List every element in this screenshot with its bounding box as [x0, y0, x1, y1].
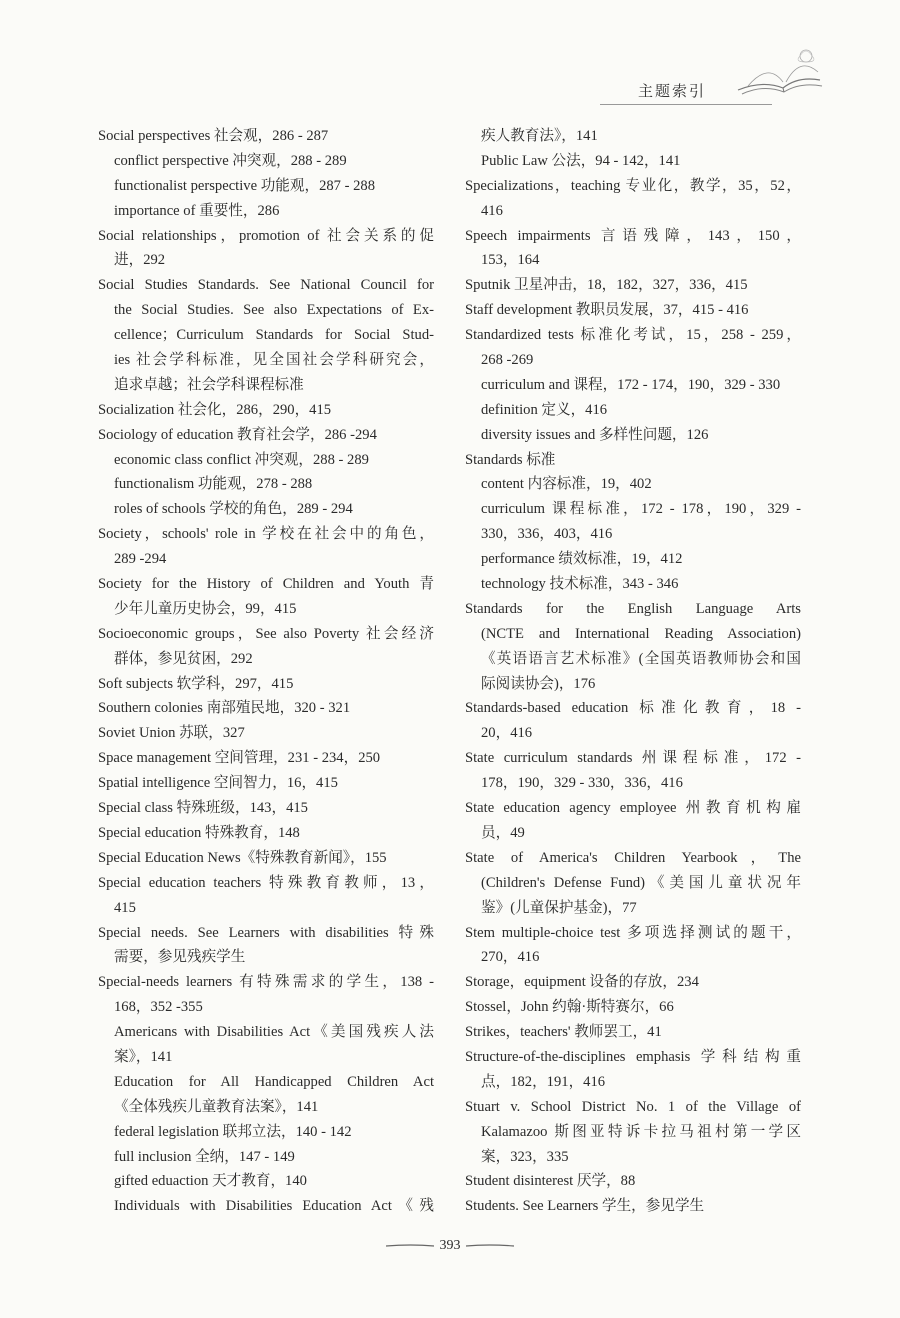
index-line: Individuals with Disabilities Education Act《残 [114, 1198, 434, 1215]
page-number: 393 [439, 1238, 461, 1253]
index-line: Social Studies Standards. See National Council for [98, 277, 434, 294]
index-line: (Children's Defense Fund)《美国儿童状况年 [481, 874, 801, 891]
index-line: functionalist perspective 功能观，287 - 288 [114, 177, 376, 194]
index-line: Structure-of-the-disciplines emphasis 学科结构重 [465, 1048, 801, 1065]
index-line: Strikes，teachers' 教师罢工，41 [465, 1024, 662, 1041]
index-line: 20，416 [481, 725, 533, 742]
index-line: cellence；Curriculum Standards for Social Stud- [114, 327, 434, 344]
book-flower-icon [728, 42, 828, 102]
index-line: Student disinterest 厌学，88 [465, 1173, 636, 1190]
index-line: Specializations，teaching 专业化，教学，35，52， [465, 177, 801, 194]
index-line: 点，182，191，416 [481, 1073, 606, 1090]
header-rule [600, 104, 772, 105]
index-line: 416 [481, 202, 503, 219]
index-line: 268 -269 [481, 352, 534, 369]
index-line: curriculum and 课程，172 - 174，190，329 - 330 [481, 376, 781, 393]
index-line: diversity issues and 多样性问题，126 [481, 426, 709, 443]
index-line: 270，416 [481, 949, 540, 966]
index-line: 疾人教育法》，141 [481, 128, 598, 144]
index-column-right [465, 124, 801, 1219]
index-column-left [98, 124, 434, 1219]
index-line: State education agency employee 州教育机构雇 [465, 800, 801, 817]
index-line: Sputnik 卫星冲击，18，182，327，336，415 [465, 277, 748, 294]
index-line: 进，292 [114, 252, 166, 269]
index-line: (NCTE and International Reading Association) [481, 625, 801, 642]
index-line: functionalism 功能观，278 - 288 [114, 476, 313, 493]
index-line: Society，schools' role in 学校在社会中的角色， [98, 526, 434, 543]
index-line: 153，164 [481, 252, 540, 269]
index-line: curriculum 课程标准，172 - 178，190，329 - [481, 501, 801, 518]
index-line: 415 [114, 899, 136, 916]
index-line: Americans with Disabilities Act《美国残疾人法 [114, 1024, 434, 1041]
index-line: Soft subjects 软学科，297，415 [98, 675, 294, 692]
index-line: Southern colonies 南部殖民地，320 - 321 [98, 700, 351, 717]
index-line: full inclusion 全纳，147 - 149 [114, 1148, 295, 1165]
index-line: Standardized tests 标准化考试，15，258 - 259， [465, 327, 801, 344]
index-line: 330，336，403，416 [481, 526, 613, 543]
index-line: 少年儿童历史协会，99，415 [114, 600, 297, 617]
page-footer [0, 1238, 900, 1254]
index-line: Society for the History of Children and Youth 青 [98, 576, 434, 593]
index-line: ies 社会学科标准，见全国社会学科研究会， [114, 352, 434, 369]
index-line: 需要，参见残疾学生 [114, 949, 246, 966]
index-line: 鉴》(儿童保护基金)，77 [481, 899, 637, 916]
index-line: Soviet Union 苏联，327 [98, 725, 245, 742]
index-line: 289 -294 [114, 551, 167, 568]
index-line: Socialization 社会化，286，290，415 [98, 401, 332, 418]
index-line: Stossel，John 约翰·斯特赛尔，66 [465, 999, 674, 1016]
index-line: State curriculum standards 州课程标准，172 - [465, 750, 801, 767]
index-line: Space management 空间管理，231 - 234，250 [98, 750, 381, 767]
index-line: 案，323，335 [481, 1148, 569, 1165]
index-line: roles of schools 学校的角色，289 - 294 [114, 501, 353, 518]
index-line: Public Law 公法，94 - 142，141 [481, 152, 681, 169]
index-line: economic class conflict 冲突观，288 - 289 [114, 451, 369, 468]
index-line: Storage，equipment 设备的存放，234 [465, 974, 699, 991]
index-line: 《英语语言艺术标准》(全国英语教师协会和国 [481, 650, 801, 667]
index-line: 群体，参见贫困，292 [114, 650, 253, 667]
index-line: Students. See Learners 学生，参见学生 [465, 1198, 705, 1215]
index-line: Special education 特殊教育，148 [98, 824, 300, 841]
index-line: conflict perspective 冲突观，288 - 289 [114, 152, 347, 169]
index-line: 追求卓越；社会学科课程标准 [114, 376, 304, 393]
index-line: Stem multiple-choice test 多项选择测试的题干， [465, 924, 801, 941]
index-line: content 内容标准，19，402 [481, 476, 652, 493]
index-line: 《全体残疾儿童教育法案》，141 [114, 1098, 319, 1115]
index-line: Special education teachers 特殊教育教师，13， [98, 874, 434, 891]
index-line: Socioeconomic groups，See also Poverty 社会经济 [98, 625, 434, 642]
index-line: Special Education News《特殊教育新闻》，155 [98, 849, 387, 866]
index-line: Kalamazoo 斯图亚特诉卡拉马祖村第一学区 [481, 1123, 801, 1140]
index-line: Sociology of education 教育社会学，286 -294 [98, 426, 377, 443]
index-line: definition 定义，416 [481, 401, 608, 418]
footer-ornament-right-icon [464, 1242, 514, 1250]
index-line: Education for All Handicapped Children Act [114, 1073, 434, 1090]
index-line: 员，49 [481, 824, 525, 841]
index-line: performance 绩效标准，19，412 [481, 551, 683, 568]
index-line: Special-needs learners 有特殊需求的学生，138 - [98, 974, 434, 991]
index-line: federal legislation 联邦立法，140 - 142 [114, 1123, 352, 1140]
index-line: Standards 标准 [465, 451, 556, 468]
index-line: Speech impairments 言语残障，143，150， [465, 227, 801, 244]
index-line: 际阅读协会)，176 [481, 675, 596, 692]
index-line: Standards for the English Language Arts [465, 600, 801, 617]
index-line: Special class 特殊班级，143，415 [98, 800, 308, 817]
index-line: Stuart v. School District No. 1 of the Village of [465, 1098, 801, 1115]
index-line: 168，352 -355 [114, 999, 203, 1016]
index-line: 案》，141 [114, 1048, 173, 1065]
index-line: Standards-based education 标准化教育，18 - [465, 700, 801, 717]
running-header [600, 70, 830, 110]
footer-ornament-left-icon [386, 1242, 436, 1250]
index-line: Social perspectives 社会观，286 - 287 [98, 128, 329, 144]
index-line: gifted eduaction 天才教育，140 [114, 1173, 307, 1190]
index-line: Social relationships，promotion of 社会关系的促 [98, 227, 434, 244]
index-line: State of America's Children Yearbook，The [465, 849, 801, 866]
index-line: importance of 重要性，286 [114, 202, 280, 219]
page-section-title: 主题索引 [638, 82, 707, 100]
index-line: Spatial intelligence 空间智力，16，415 [98, 775, 338, 792]
index-line: the Social Studies. See also Expectations of Ex- [114, 302, 434, 319]
index-line: 178，190，329 - 330，336，416 [481, 775, 683, 792]
index-line: technology 技术标准，343 - 346 [481, 576, 679, 593]
index-line: Special needs. See Learners with disabilities 特殊 [98, 924, 434, 941]
index-line: Staff development 教职员发展，37，415 - 416 [465, 302, 749, 319]
